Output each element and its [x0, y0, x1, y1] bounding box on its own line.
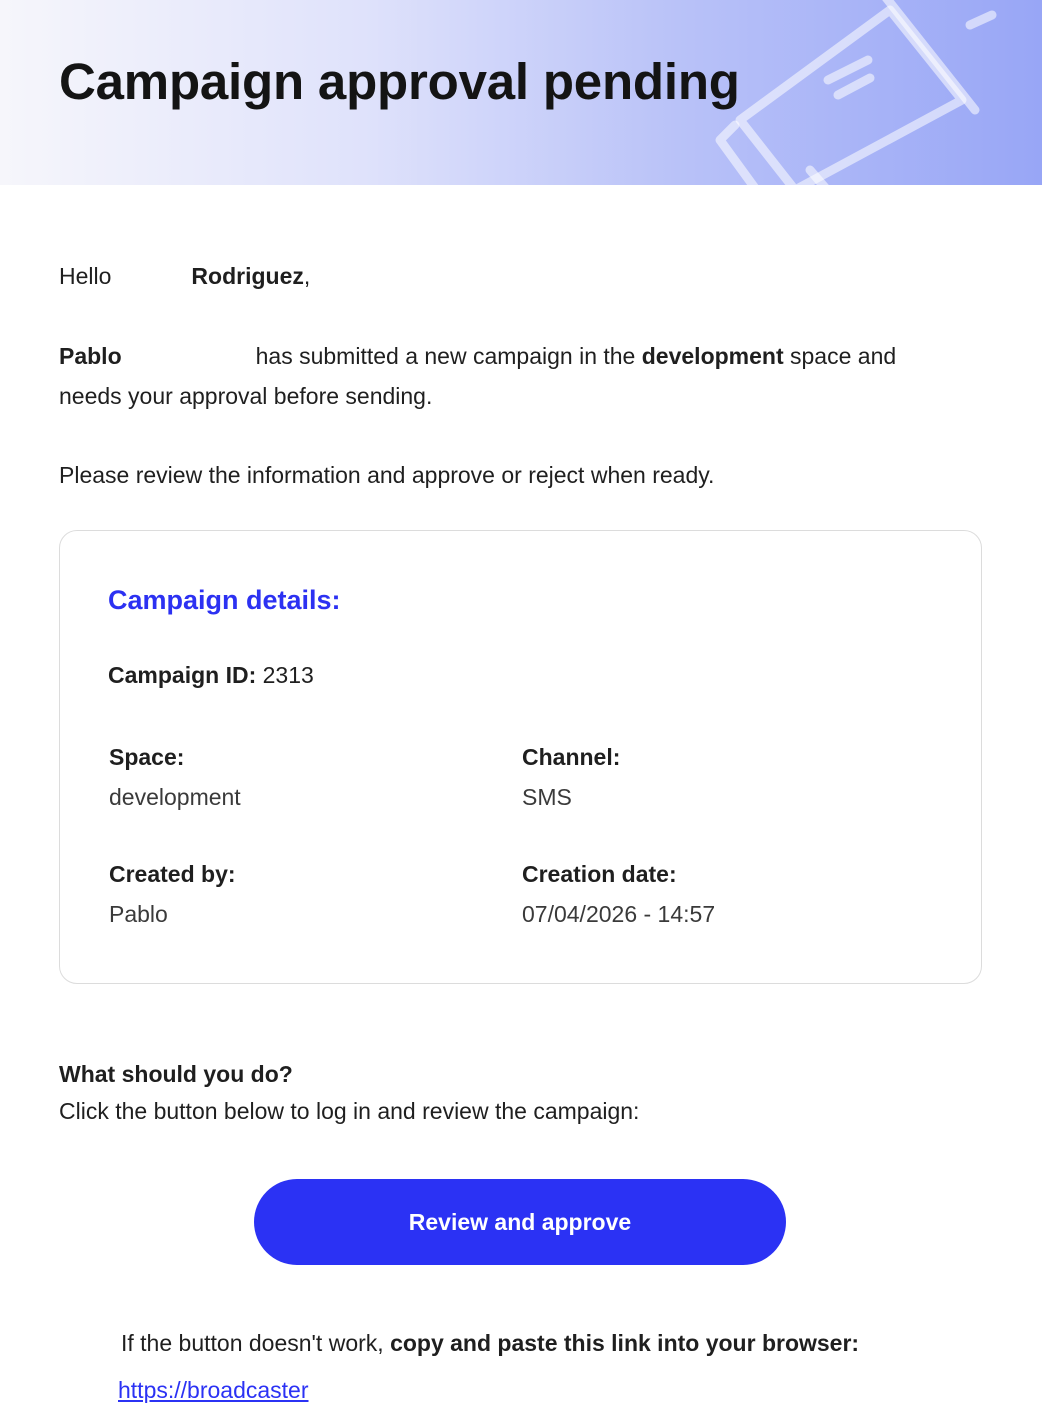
intro-text-line2: needs your approval before sending. — [59, 383, 433, 409]
what-to-do-text: Click the button below to log in and review the campaign: — [59, 1098, 640, 1124]
campaign-id-label: Campaign ID: — [108, 662, 257, 688]
greeting-comma: , — [303, 263, 311, 289]
created-by-label: Created by: — [109, 861, 236, 887]
field-created-by — [109, 854, 236, 934]
field-creation-date — [522, 854, 715, 934]
submitter-name: Pablo — [59, 343, 122, 369]
megaphone-icon — [700, 0, 1042, 185]
space-name: development — [641, 343, 784, 369]
greeting-line — [59, 256, 310, 296]
greeting-hello: Hello — [59, 263, 112, 289]
email-header-banner — [0, 0, 1042, 185]
created-by-value: Pablo — [109, 901, 168, 927]
campaign-id — [108, 662, 314, 689]
space-value: development — [109, 784, 241, 810]
campaign-details-card — [59, 530, 982, 984]
intro-text-cont: space and — [790, 343, 897, 369]
review-instruction: Please review the information and approve or reject when ready. — [59, 462, 715, 488]
field-channel — [522, 737, 620, 817]
channel-label: Channel: — [522, 744, 621, 770]
campaign-id-value: 2313 — [262, 662, 314, 688]
creation-date-value: 07/04/2026 - 14:57 — [522, 901, 716, 927]
fallback-text — [121, 1326, 859, 1360]
channel-value: SMS — [522, 784, 572, 810]
card-title: Campaign details: — [108, 585, 341, 615]
field-space — [109, 737, 241, 817]
intro-paragraph — [59, 336, 989, 416]
fallback-prefix: If the button doesn't work, — [121, 1330, 384, 1356]
fallback-bold: copy and paste this link into your browser: — [390, 1330, 860, 1356]
creation-date-label: Creation date: — [522, 861, 677, 887]
recipient-name: Rodriguez — [191, 263, 304, 289]
intro-text: has submitted a new campaign in the — [255, 343, 636, 369]
page-title: Campaign approval pending — [59, 53, 740, 110]
what-to-do-heading: What should you do? — [59, 1061, 293, 1087]
space-label: Space: — [109, 744, 185, 770]
fallback-link[interactable]: https://broadcaster — [118, 1377, 309, 1403]
review-and-approve-button[interactable]: Review and approve — [254, 1179, 786, 1265]
